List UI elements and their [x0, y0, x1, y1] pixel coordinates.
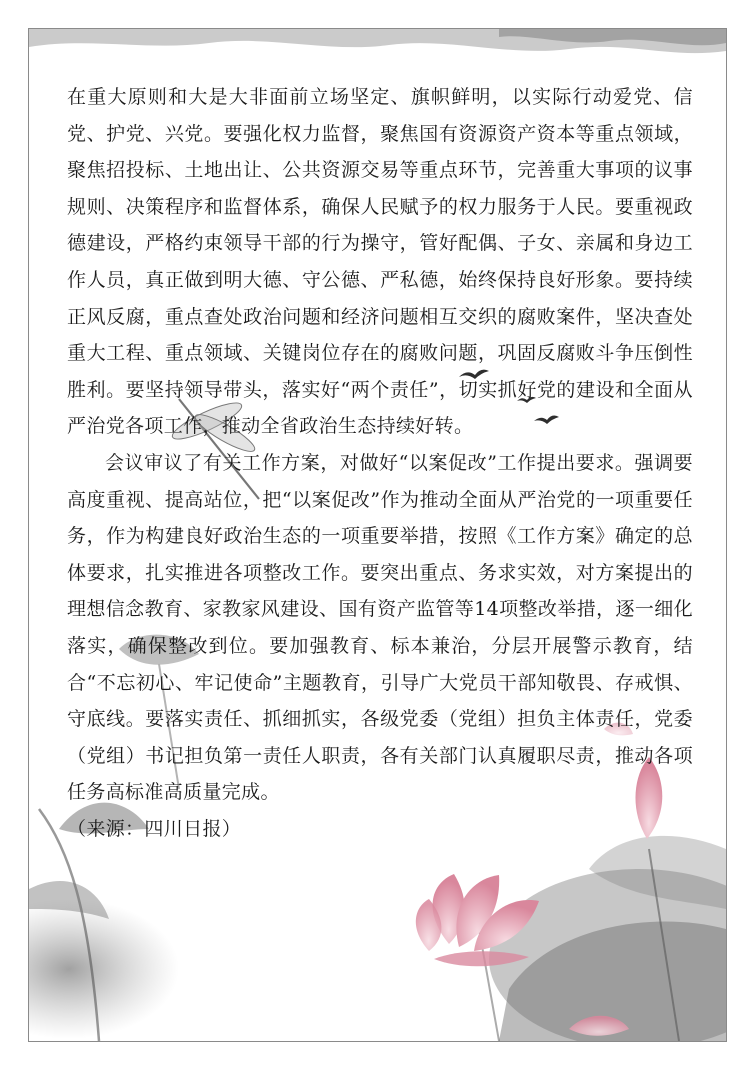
source-line: （来源：四川日报）	[67, 817, 242, 840]
top-ink-wash	[29, 29, 726, 53]
article-body	[67, 79, 693, 847]
paragraph-2: 会议审议了有关工作方案，对做好“以案促改”工作提出要求。强调要高度重视、提高站位，把“以案促改”作为推动全面从严治党的一项重要任务，作为构建良好政治生态的一项重要举措，按照《工作方案》确定的总体要求，扎实推进各项整改工作。要突出重点、务求实效，对方案提出的理想信念教育、家教家风建设、国有资产监管等14项整改举措，逐一细化落实，确保整改到位。要加强教育、标本兼治，分层开展警示教育，结合“不忘初心、牢记使命”主题教育，引导广大党员干部知敬畏、存戒惧、守底线。要落实责任、抓细抓实，各级党委（党组）担负主体责任，党委（党组）书记担负第一责任人职责，各有关部门认真履职尽责，推动各项任务高标准高质量完成。	[67, 451, 693, 804]
paragraph-1: 在重大原则和大是大非面前立场坚定、旗帜鲜明，以实际行动爱党、信党、护党、兴党。要强化权力监督，聚焦国有资源资产资本等重点领域，聚焦招投标、土地出让、公共资源交易等重点环节，完善重大事项的议事规则、决策程序和监督体系，确保人民赋予的权力服务于人民。要重视政德建设，严格约束领导干部的行为操守，管好配偶、子女、亲属和身边工作人员，真正做到明大德、守公德、严私德，始终保持良好形象。要持续正风反腐，重点查处政治问题和经济问题相互交织的腐败案件，坚决查处重大工程、重点领域、关键岗位存在的腐败问题，巩固反腐败斗争压倒性胜利。要坚持领导带头，落实好“两个责任”，切实抓好党的建设和全面从严治党各项工作，推动全省政治生态持续好转。	[67, 86, 693, 438]
document-page	[28, 28, 727, 1042]
